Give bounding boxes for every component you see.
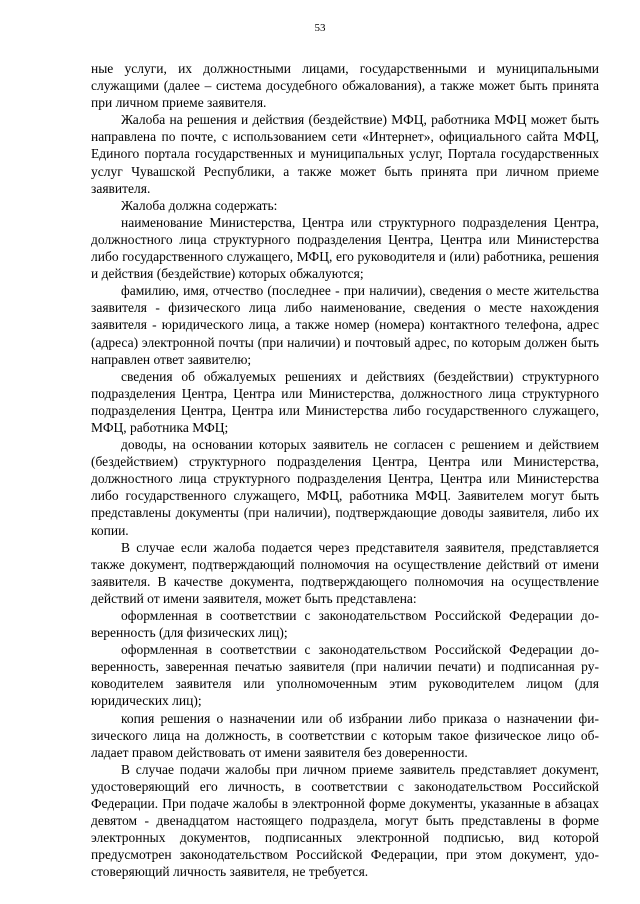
- list-item-appointment-decision: копия решения о назначении или об избрании либо приказа о назначении физического лица на должность, в соответствии с которым такое физическое лицо обладает правом действовать от имени заявителя без доверенности.: [91, 710, 599, 760]
- page-number: 53: [314, 22, 326, 34]
- list-item-name-of-body: наименование Министерства, Центра или структурного подразделения Центра, должностного лица структурного подразделения Центра, Центра или Министерства либо государственного служащего, МФЦ, его руководителя и (или) работника, решения и действия (бездействие) которых обжалуются;: [91, 214, 599, 282]
- paragraph-complaint-contents: Жалоба должна содержать:: [121, 197, 278, 213]
- paragraph-continuation: ные услуги, их должностными лицами, государственными и муниципальными служащими (далее – система досудебного обжалования), а также может быть принята при личном приеме заявителя.: [91, 61, 599, 111]
- list-item-power-of-attorney-legal: оформленная в соответствии с законодательством Российской Федерации доверенность, заверенная печатью заявителя (при наличии печати) и подписанная руководителем заявителя или уполномоченным этим руководителем лицом (для юридических лиц);: [91, 642, 599, 709]
- page-body: [91, 60, 599, 881]
- list-item-power-of-attorney-individual: оформленная в соответствии с законодательством Российской Федерации доверенность (для физических лиц);: [91, 608, 599, 641]
- list-item-applicant-details: фамилию, имя, отчество (последнее - при наличии), сведения о месте жительства заявителя - физического лица либо наименование, сведения о месте нахождения заявителя - юридического лица, а также номер (номера) контактного телефона, адрес (адреса) электронной почты (при наличии) и почтовый адрес, по которым должен быть направлен ответ заявителю;: [91, 283, 599, 367]
- list-item-appealed-decisions: сведения об обжалуемых решениях и действиях (бездействии) структурного подразделения Центра, Центра или Министерства, должностного лица структурного подразделения Центра, Центра или Министерства либо государственного служащего, МФЦ, работника МФЦ;: [91, 368, 599, 435]
- list-item-arguments: доводы, на основании которых заявитель не согласен с решением и действием (бездействием) структурного подразделения Центра, Центра или Министерства, должностного лица структурного подразделения Центра, Центра или Министерства либо государственного служащего, МФЦ, работника МФЦ. Заявителем могут быть представлены документы (при наличии), подтверждающие доводы заявителя, либо их копии.: [91, 437, 599, 538]
- paragraph-personal-submission: В случае подачи жалобы при личном приеме заявитель представляет документ, удостоверяющий его личность, в соответствии с законодательством Российской Федерации. При подаче жалобы в электронной форме документы, указанные в абзацах девятом - двенадцатом настоящего подраздела, могут быть представлены в форме электронных документов, подписанных электронной подписью, вид которой предусмотрен законодательством Российской Федерации, при этом документ, удостоверяющий личность заявителя, не требуется.: [91, 761, 599, 880]
- paragraph-mfc-complaint: Жалоба на решения и действия (бездействие) МФЦ, работника МФЦ может быть направлена по почте, с использованием сети «Интернет», официального сайта МФЦ, Единого портала государственных и муниципальных услуг, Портала государственных услуг Чувашской Республики, а также может быть принята при личном приеме заявителя.: [91, 112, 599, 196]
- paragraph-representative: В случае если жалоба подается через представителя заявителя, представляется также документ, подтверждающий полномочия на осуществление действий от имени заявителя. В качестве документа, подтверждающего полномочия на осуществление действий от имени заявителя, может быть представлена:: [91, 539, 599, 606]
